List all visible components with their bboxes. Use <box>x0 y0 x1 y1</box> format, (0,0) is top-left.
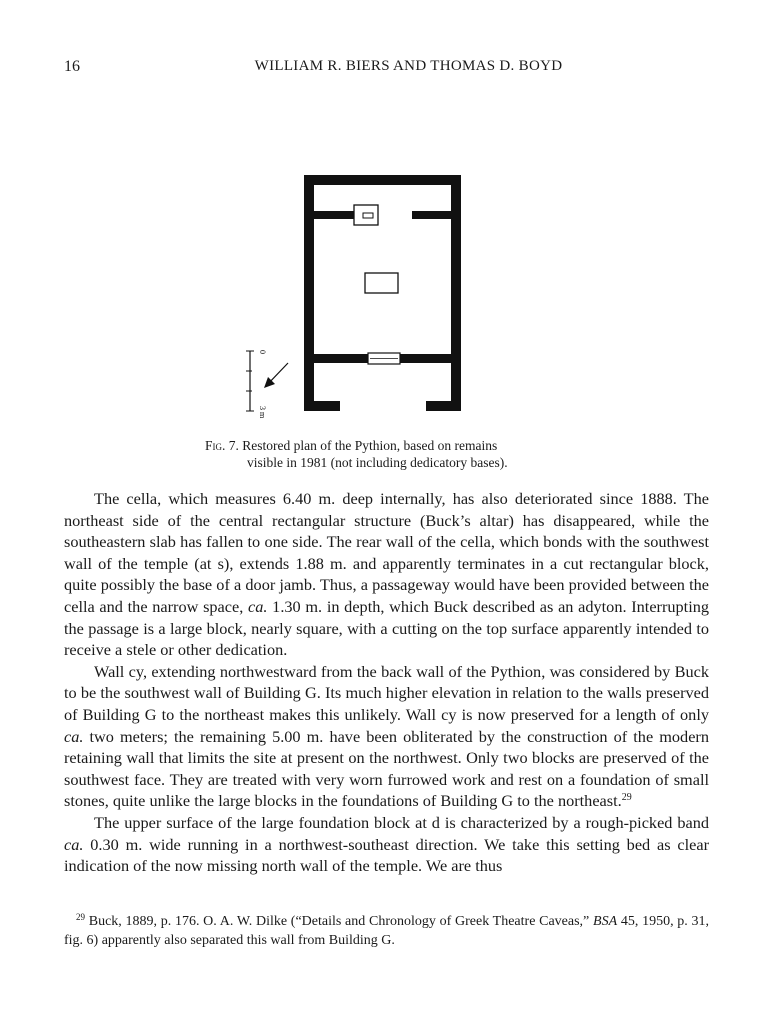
front-wall-left <box>304 354 368 363</box>
caption-label: Fig. <box>205 438 226 453</box>
caption-line-1: Restored plan of the Pythion, based on remains <box>242 438 498 453</box>
running-head: WILLIAM R. BIERS AND THOMAS D. BOYD <box>254 58 563 74</box>
journal-abbrev: BSA <box>593 914 618 929</box>
stele-cutting <box>363 213 373 218</box>
body-text <box>64 488 709 877</box>
east-wall <box>451 175 461 411</box>
scale-label-bottom: 3 m <box>258 406 267 419</box>
figure-caption <box>205 437 585 471</box>
plan-figure <box>240 170 480 430</box>
scale-label-top: 0 <box>258 350 267 354</box>
page-number: 16 <box>64 58 80 75</box>
rear-wall-right <box>412 211 461 219</box>
north-wall <box>304 175 461 185</box>
footnote-number: 29 <box>76 912 85 922</box>
caption-line-2: visible in 1981 (not including dedicatory bases). <box>247 455 508 470</box>
page-header <box>0 58 777 82</box>
west-wall <box>304 175 314 411</box>
footnote: $^{29}$ Buck, 1889, p. 176. O. A. W. Dilke (“Details and Chronology of Greek Theatre Caveas,” BSA 45, 1950, p. 31, fig. 6) apparently also separated this wall from Building G. <box>64 912 710 948</box>
central-altar <box>365 273 398 293</box>
caption-number: 7. <box>228 438 239 453</box>
front-wall-right <box>400 354 461 363</box>
paragraph-1: The cella, which measures 6.40 m. deep internally, has also deteriorated since 1888. The northeast side of the central rectangular structure (Buck’s altar) has disappeared, while the southeastern slab has fallen to one side. The rear wall of the cella, which bonds with the southwest wall of the temple (at s), extends 1.88 m. and apparently terminates in a cut rectangular block, quite possibly the base of a door jamb. Thus, a passageway would have been provided between the cella and the narrow space, ca. 1.30 m. in depth, which Buck described as an adyton. Interrupting the passage is a large block, nearly square, with a cutting on the top surface apparently intended to receive a stele or other dedication. <box>64 489 710 660</box>
anta-left <box>304 401 340 411</box>
anta-right <box>426 401 461 411</box>
pythion-plan <box>240 170 480 430</box>
footnote-ref: 29 <box>621 792 632 804</box>
rear-wall-left <box>304 211 354 219</box>
paragraph-2: Wall cy, extending northwestward from the back wall of the Pythion, was considered by Buck to be the southwest wall of Building G. Its much higher elevation in relation to the walls preserved of Building G to the northeast makes this unlikely. Wall cy is now preserved for a length of only ca. two meters; the remaining 5.00 m. have been obliterated by the construction of the modern retaining wall that limits the site at present on the northwest. Only two blocks are preserved of the southwest face. They are treated with very worn furrowed work and rest on a foundation of small stones, quite unlike the large blocks in the foundations of Building G to the northeast.$^{29}$ <box>64 661 709 811</box>
paragraph-3: The upper surface of the large foundation block at d is characterized by a rough-picked band ca. 0.30 m. wide running in a northwest-southeast direction. We take this setting bed as clear indication of the now missing north wall of the temple. We are thus <box>64 812 709 876</box>
